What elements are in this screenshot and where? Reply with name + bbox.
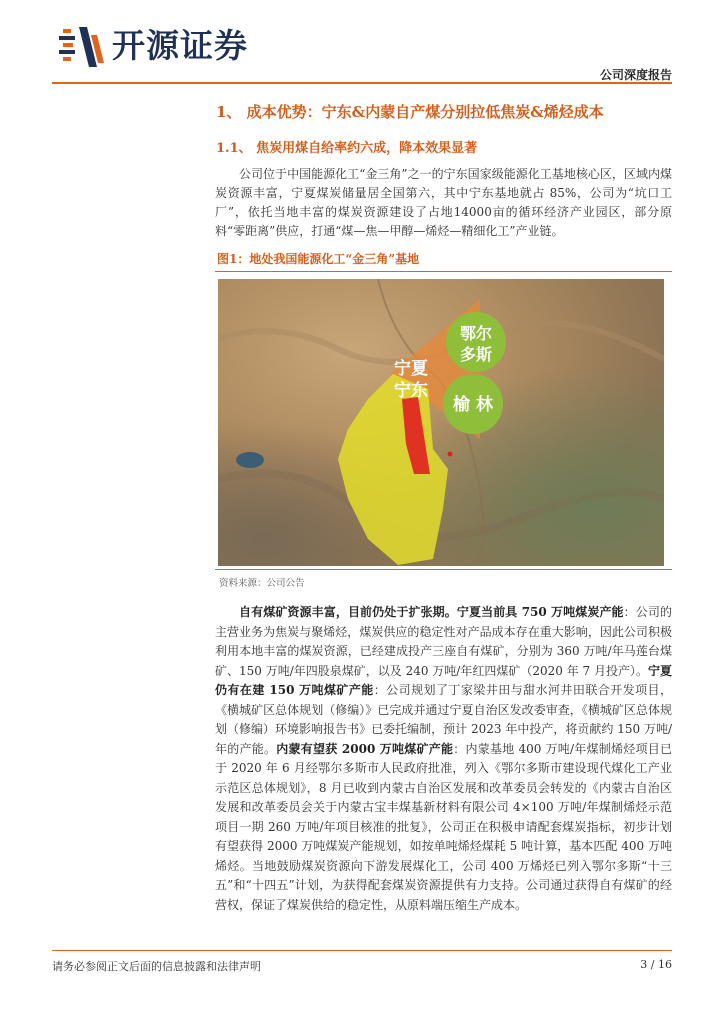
figure-bottom-rule bbox=[215, 569, 672, 570]
intro-paragraph: 公司位于中国能源化工“金三角”之一的宁东国家级能源化工基地核心区，区域内煤炭资源丰富，宁夏煤炭储量居全国第六，其中宁东基地就占 85%，公司为“坑口工厂”，依托当地丰富的煤炭资源建设了占地14000亩的循环经济产业园区，部分原料“零距离”供应，打通“煤—焦—甲醇—烯烃—精细化工”产业链。 bbox=[215, 167, 672, 238]
bold-lead-1: 自有煤矿资源丰富，目前仍处于扩张期。宁夏当前具 750 万吨煤炭产能 bbox=[239, 605, 624, 619]
footer-disclaimer: 请务必参阅正文后面的信息披露和法律声明 bbox=[52, 960, 261, 973]
figure-top-rule bbox=[215, 271, 672, 272]
section-heading: 1、 成本优势：宁东&内蒙自产煤分别拉低焦炭&烯烃成本 bbox=[216, 103, 604, 121]
satellite-map-image bbox=[218, 279, 664, 566]
lake-shape bbox=[236, 452, 264, 468]
bold-lead-3: 内蒙有望获 2000 万吨煤矿产能 bbox=[276, 741, 454, 756]
yulin-label: 榆 林 bbox=[453, 395, 493, 415]
text-2: ：公司规划了丁家梁井田与甜水河井田联合开发项目，《横城矿区总体规划（修编）》已完成并通过宁夏自治区发改委审查，《横城矿区总体规划（修编）环境影响报告书》已委托编制，预计 2023 年中投产，将贡献约 150 万吨/年的产能。 bbox=[215, 683, 672, 756]
figure-source: 资料来源：公司公告 bbox=[219, 578, 305, 589]
location-dot bbox=[448, 452, 453, 457]
header-divider bbox=[52, 82, 672, 84]
ningdong-label: 宁东 bbox=[394, 381, 428, 401]
brand-name: 开源证券 bbox=[112, 26, 248, 65]
text-1: ：公司的主营业务为焦炭与聚烯烃，煤炭供应的稳定性对产品成本存在重大影响，因此公司积极利用本地丰富的煤炭资源，已经建成投产三座自有煤矿，分别为 360 万吨/年马莲台煤矿、150 万吨/年四股泉煤矿，以及 240 万吨/年红四煤矿（2020 年 7 月投产）。 bbox=[215, 605, 672, 678]
ningxia-label: 宁夏 bbox=[394, 359, 428, 379]
document-type: 公司深度报告 bbox=[599, 68, 672, 82]
footer-divider bbox=[52, 950, 672, 951]
bold-lead-2: 宁夏仍有在建 150 万吨煤矿产能 bbox=[215, 663, 672, 697]
ordos-label-2: 多斯 bbox=[459, 345, 493, 364]
page-number: 3 / 16 bbox=[640, 958, 672, 971]
brand-logo-icon bbox=[57, 25, 107, 69]
figure-title: 图1：地处我国能源化工“金三角”基地 bbox=[217, 252, 420, 266]
subsection-heading: 1.1、 焦炭用煤自给率约六成，降本效果显著 bbox=[216, 141, 478, 156]
coal-resources-paragraph bbox=[215, 603, 672, 915]
ordos-label-1: 鄂尔 bbox=[459, 324, 493, 343]
text-3: ：内蒙基地 400 万吨/年煤制烯烃项目已于 2020 年 6 月经鄂尔多斯市人民政府批准，列入《鄂尔多斯市建设现代煤化工产业示范区总体规划》，8 月已收到内蒙古自治区发展和改革委员会转发的《内蒙古自治区发展和改革委员会关于内蒙古宝丰煤基新材料有限公司 4×100 万吨/年煤制烯烃示范项目一期 260 万吨/年项目核准的批复》，公司正在积极申请配套煤炭指标，初步计划有望获得 2000 万吨煤炭产能规划，如按单吨烯烃煤耗 5 吨计算，基本匹配 400 万吨烯烃。当地鼓励煤炭资源向下游发展煤化工，公司 400 万烯烃已列入鄂尔多斯“十三五”和“十四五”计划，为获得配套煤炭资源提供有力支持。公司通过获得自有煤矿的经营权，保证了煤炭供给的稳定性，从原料端压缩生产成本。 bbox=[215, 741, 672, 912]
